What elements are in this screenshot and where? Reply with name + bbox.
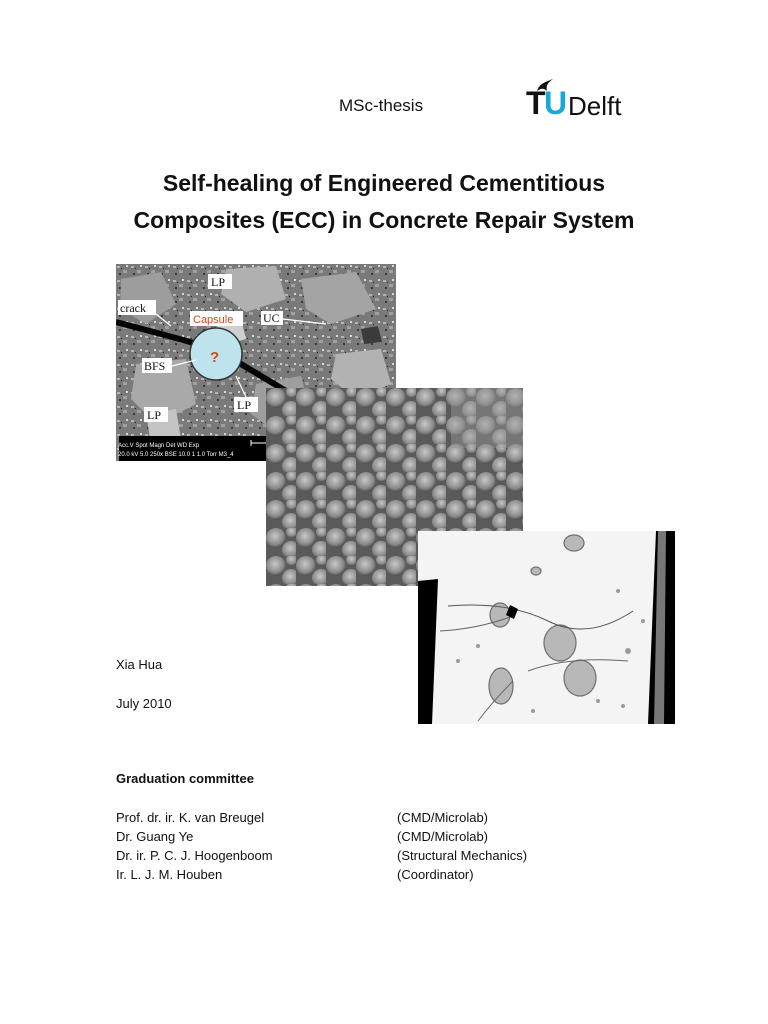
label-lp-bottom: LP [147, 408, 162, 422]
sem-metadata-row1: Acc.V Spot Magn Det WD Exp [118, 443, 200, 449]
logo-wordmark-delft: Delft [568, 91, 622, 121]
author-name: Xia Hua [116, 657, 163, 672]
committee-member-role: (Coordinator) [397, 867, 474, 882]
sem-metadata-row2: 20.0 kV 5.0 250x BSE 10.0 1 1.0 Torr M3_4 [118, 452, 234, 458]
label-capsule: Capsule [193, 314, 234, 326]
label-bfs-left: BFS [144, 359, 166, 373]
committee-member-role: (Structural Mechanics) [397, 848, 528, 863]
title-line-1: Self-healing of Engineered Cementitious [162, 170, 606, 196]
committee-member-name: Prof. dr. ir. K. van Breugel [116, 810, 265, 825]
committee-member-name: Dr. ir. P. C. J. Hoogenboom [116, 848, 273, 863]
label-crack: crack [120, 301, 146, 315]
label-lp-mid: LP [237, 398, 252, 412]
tu-delft-logo [523, 78, 633, 124]
committee-heading: Graduation committee [116, 771, 254, 786]
committee-member-name: Ir. L. J. M. Houben [116, 867, 223, 882]
committee-member-role: (CMD/Microlab) [397, 829, 488, 844]
logo-letter-u: U [544, 85, 568, 121]
label-uc: UC [263, 311, 280, 325]
ct-scan-image [418, 531, 675, 724]
committee-member-role: (CMD/Microlab) [397, 810, 488, 825]
publication-date: July 2010 [116, 696, 172, 711]
label-lp-top: LP [211, 275, 226, 289]
title-line-2: Composites (ECC) in Concrete Repair System [133, 207, 635, 233]
committee-member-name: Dr. Guang Ye [116, 829, 194, 844]
label-question-mark: ? [210, 349, 220, 366]
logo-letter-t: T [526, 85, 546, 121]
document-type-label: MSc-thesis [339, 96, 424, 115]
